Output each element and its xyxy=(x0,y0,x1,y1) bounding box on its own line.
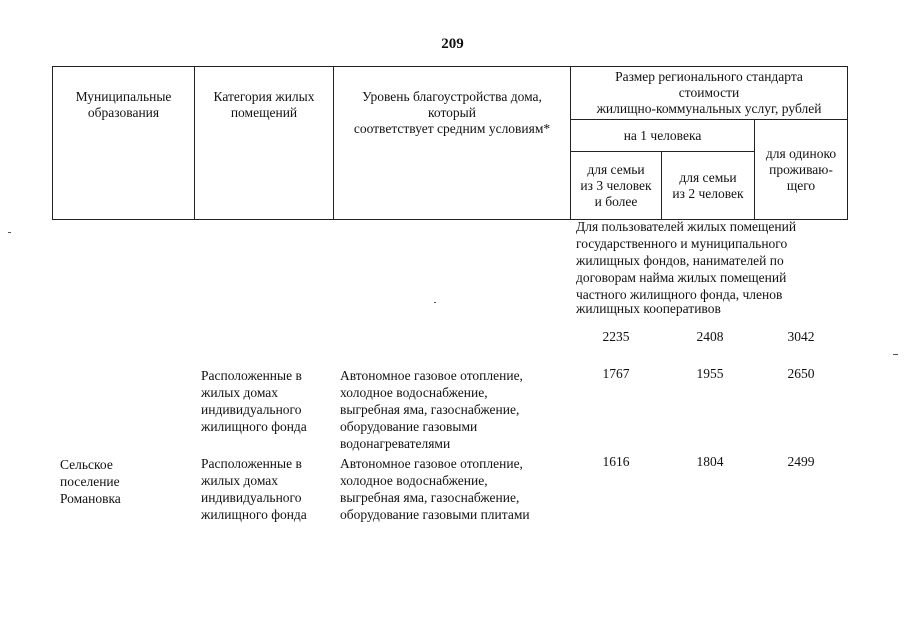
header-level: Уровень благоустройства дома, который соответствует средним условиям* xyxy=(334,67,571,220)
header-standard-size: Размер регионального стандарта стоимости жилищно-коммунальных услуг, рублей xyxy=(571,67,848,120)
table-header xyxy=(52,66,848,220)
row3-municipality: Сельское поселение Романовка xyxy=(60,457,121,506)
row1-family3-value: 2235 xyxy=(602,329,630,344)
header-single: для одиноко проживаю- щего xyxy=(755,120,848,220)
header-municipalities: Муниципальные образования xyxy=(53,67,195,220)
row1-family2-value: 2408 xyxy=(696,329,724,344)
header-category: Категория жилых помещений xyxy=(195,67,334,220)
row3-level: Автономное газовое отопление, холодное водоснабжение, выгребная яма, газоснабжение, оборудование газовыми плитами xyxy=(340,456,530,522)
row3-family2-value: 1804 xyxy=(696,454,724,469)
scan-speck xyxy=(893,354,898,355)
row1-single-value: 3042 xyxy=(787,329,815,344)
section-title: Для пользователей жилых помещений государственного и муниципального жилищных фондов, нанимателей по договорам найма жилых помещений частного жилищного фонда, членов жилищных кооперативов xyxy=(576,219,797,316)
row2-category: Расположенные в жилых домах индивидуального жилищного фонда xyxy=(201,368,307,434)
scan-speck xyxy=(8,232,11,233)
row3-family3-value: 1616 xyxy=(602,454,630,469)
row2-single-value: 2650 xyxy=(787,366,815,381)
header-family3: для семьи из 3 человек и более xyxy=(571,152,662,220)
row2-level: Автономное газовое отопление, холодное водоснабжение, выгребная яма, газоснабжение, оборудование газовыми водонагревателями xyxy=(340,368,523,451)
row2-family2-value: 1955 xyxy=(696,366,724,381)
header-family2: для семьи из 2 человек xyxy=(662,152,755,220)
row3-single-value: 2499 xyxy=(787,454,815,469)
row3-category: Расположенные в жилых домах индивидуального жилищного фонда xyxy=(201,456,307,522)
row2-family3-value: 1767 xyxy=(602,366,630,381)
page-number: 209 xyxy=(441,36,464,52)
header-per-person: на 1 человека xyxy=(571,120,755,152)
scan-speck xyxy=(434,302,436,303)
